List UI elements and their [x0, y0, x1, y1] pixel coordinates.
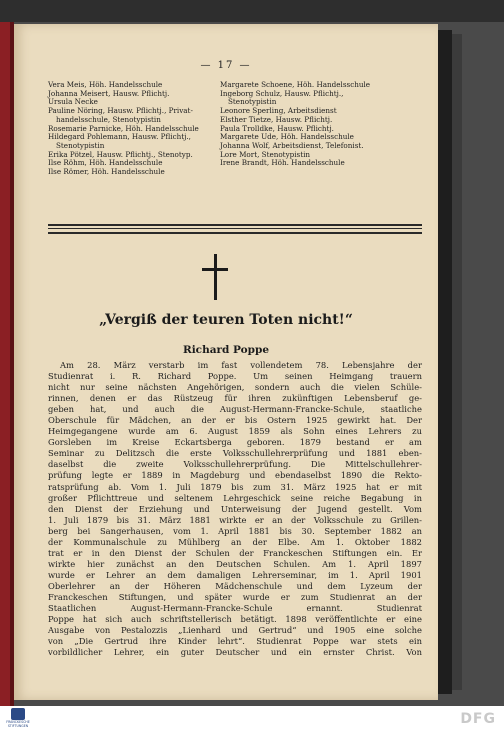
- text-line: Oberlehrer an der Höheren Mädchenschule und dem Lyzeum der: [48, 580, 422, 591]
- text-line: wurde er Lehrer an dem damaligen Lehrerseminar, im 1. April 1901: [48, 569, 422, 580]
- text-line: geben hat, und auch die August-Hermann-Francke-Schule, staatliche: [48, 404, 422, 415]
- book-cover-edge: [452, 34, 462, 690]
- text-line: Gorsleben im Kreise Eckartsberga geboren. 1879 bestand er am: [48, 437, 422, 448]
- name-entry: Hildegard Pohlemann, Hausw. Pflichtj.,: [48, 132, 191, 142]
- text-line: Ausgabe von Pestalozzis „Lienhard und Gertrud“ und 1905 eine solche: [48, 625, 422, 636]
- obituary-name: Richard Poppe: [182, 344, 270, 356]
- names-list-left: [48, 81, 199, 177]
- divider-rule: [48, 232, 422, 234]
- logo-mark-icon: [11, 708, 25, 720]
- logo-text: FRANCKESCHE STIFTUNGEN: [6, 720, 30, 728]
- page-stack-edge: [438, 30, 452, 694]
- obituary-body: [48, 360, 422, 658]
- memorial-heading: „Vergiß der teuren Toten nicht!“: [99, 312, 353, 328]
- cross-icon: [202, 254, 228, 300]
- name-entry: Ilse Römer, Höh. Handelsschule: [48, 167, 165, 177]
- text-line: ratsprüfung ab. Vom 1. Juli 1879 bis zum 31. März 1925 hat er mit: [48, 481, 422, 492]
- divider-rule: [48, 228, 422, 229]
- text-line: 1. Juli 1879 bis 31. März 1881 wirkte er an der Volksschule zu Grillen-: [48, 514, 422, 525]
- viewer-footer: [0, 706, 504, 734]
- name-entry: handelsschule, Stenotypistin: [56, 114, 161, 124]
- text-line: rinnen, denen er das Rüstzeug für ihren zukünftigen Lebensberuf ge-: [48, 393, 422, 404]
- name-entry: Irene Brandt, Höh. Handelsschule: [220, 158, 345, 168]
- dfg-logo[interactable]: DFG: [460, 711, 496, 727]
- text-line: Am 28. März verstarb im fast vollendetem 78. Lebensjahre der: [60, 360, 422, 370]
- name-entry: Ilse Röhm, Höh. Handelsschule: [48, 158, 163, 168]
- text-line: Staatlichen August-Hermann-Francke-Schule ernannt. Studienrat: [48, 603, 422, 614]
- text-line: vorbildlicher Lehrer, ein guter Deutscher und ein ernster Christ. Von: [48, 647, 422, 658]
- text-line: daselbst die zweite Volksschullehrerprüfung. Die Mittelschullehrer-: [48, 459, 422, 470]
- divider-rule: [48, 224, 422, 226]
- name-entry: Johanna Meisert, Hausw. Pflichtj.: [48, 88, 170, 98]
- name-entry: Margarete Schoene, Höh. Handelsschule: [220, 80, 371, 89]
- name-entry: Vera Meis, Höh. Handelsschule: [48, 80, 163, 89]
- text-line: trat er in den Dienst der Schulen der Franckeschen Stiftungen ein. Er: [48, 547, 422, 558]
- text-line: Heimgegangene wurde am 6. August 1859 als Sohn eines Lehrers zu: [48, 426, 422, 437]
- text-line: von „Die Gertrud ihre Kinder lehrt“. Studienrat Poppe war stets ein: [48, 636, 422, 647]
- text-line: den Dienst der Erziehung und Unterweisung der Jugend gestellt. Vom: [48, 503, 422, 514]
- name-entry: Rosemarie Parnicke, Höh. Handelsschule: [48, 123, 199, 133]
- scan-background-top: [0, 0, 504, 22]
- text-line: prüfung legte er 1889 in Magdeburg und ebendaselbst 1890 die Rekto-: [48, 470, 422, 481]
- name-entry: Erika Pötzel, Hausw. Pflichtj., Stenotyp.: [48, 149, 193, 159]
- text-line: Franckeschen Stiftungen, und später wurde er zum Studienrat an der: [48, 591, 422, 602]
- text-line: Poppe hat sich auch schriftstellerisch betätigt. 1898 veröffentlichte er eine: [48, 614, 422, 625]
- name-entry: Leonore Sperling, Arbeitsdienst: [220, 106, 337, 116]
- name-entry: Elsther Tietze, Hausw. Pflichtj.: [220, 114, 333, 124]
- name-entry: Stenotypistin: [228, 97, 277, 107]
- name-entry: Lore Mort, Stenotypistin: [220, 149, 311, 159]
- name-entry: Pauline Nöring, Hausw. Pflichtj., Privat-: [48, 106, 193, 116]
- names-list-right: [220, 81, 370, 168]
- name-entry: Stenotypistin: [56, 140, 105, 150]
- name-entry: Margarete Ude, Höh. Handelsschule: [220, 132, 354, 142]
- name-entry: Ingeborg Schulz, Hausw. Pflichtj.,: [220, 88, 344, 98]
- text-line: Studienrat i. R. Richard Poppe. Um seinen Heimgang trauern: [48, 371, 422, 382]
- franckesche-stiftungen-logo[interactable]: [4, 708, 32, 732]
- text-line: Oberschule für Mädchen, an der er bis Ostern 1925 gewirkt hat. Der: [48, 415, 422, 426]
- book-page: [14, 24, 438, 700]
- text-line: großer Pflichttreue und seltenem Lehrgeschick seine reiche Begabung in: [48, 492, 422, 503]
- text-line: Seminar zu Delitzsch die erste Volksschullehrerprüfung und 1881 eben-: [48, 448, 422, 459]
- page-number: — 17 —: [200, 60, 252, 71]
- text-line: der Kommunalschule zu Mühlberg an der Elbe. Am 1. Oktober 1882: [48, 536, 422, 547]
- name-entry: Paula Trolldke, Hausw. Pflichtj.: [220, 123, 334, 133]
- text-line: nicht nur seine nächsten Angehörigen, sondern auch die vielen Schüle-: [48, 382, 422, 393]
- name-entry: Ursula Necke: [48, 97, 98, 107]
- name-entry: Johanna Wolf, Arbeitsdienst, Telefonist.: [220, 140, 364, 150]
- text-line: berg bei Sangerhausen, vom 1. April 1881 bis 30. September 1882 an: [48, 525, 422, 536]
- book-binding: [0, 22, 10, 706]
- text-line: wirkte hier zunächst an den Deutschen Schulen. Am 1. April 1897: [48, 558, 422, 569]
